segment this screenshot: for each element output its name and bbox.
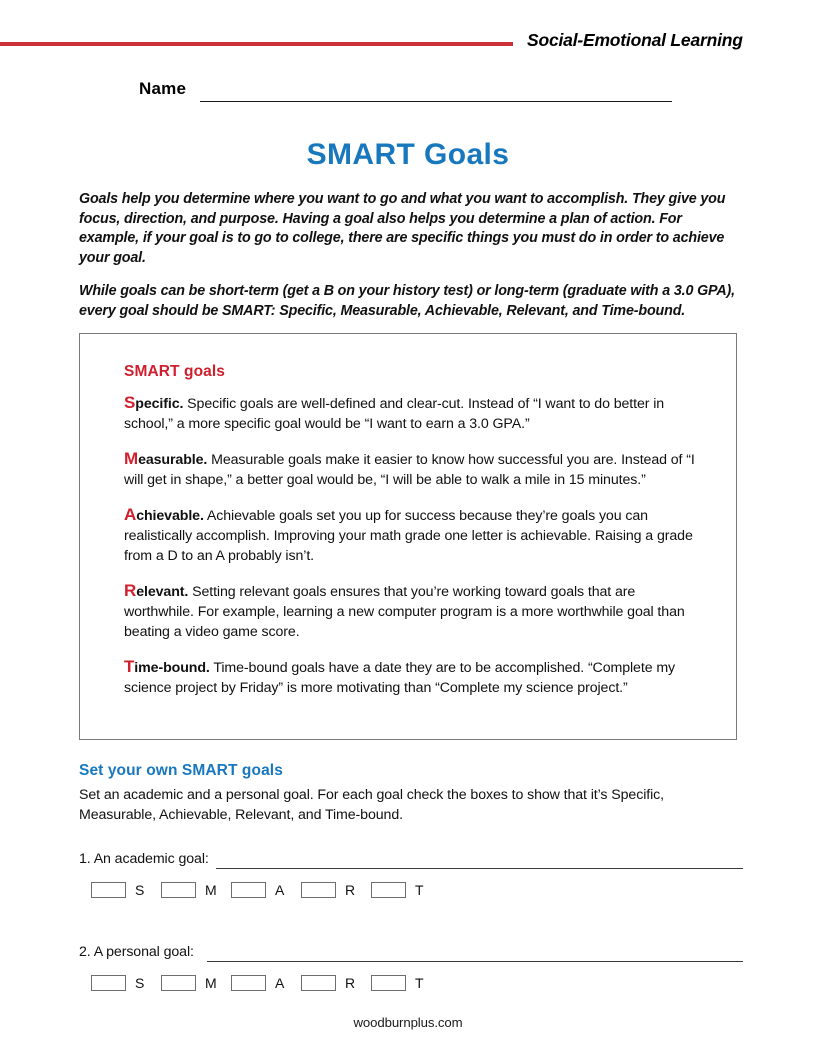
name-input-line[interactable] [200,101,672,102]
page-header [0,30,816,60]
goal-2-checkbox-group-a [231,974,301,992]
goal-1-checkbox-m[interactable] [161,882,196,898]
set-own-goals-heading: Set your own SMART goals [79,762,283,779]
name-field [139,79,699,105]
smart-term-specific: pecific. [135,396,184,412]
goal-1-line [79,851,743,873]
smart-box-heading: SMART goals [124,363,225,380]
goal-1-checkbox-label-a: A [275,881,285,898]
goal-2-checkbox-label-a: A [275,974,285,991]
name-label: Name [139,79,187,98]
smart-item-specific [124,393,708,434]
goal-1-checkbox-group-a [231,881,301,899]
goal-1-checkbox-group-s [91,881,161,899]
goal-1-checkbox-label-r: R [345,881,356,898]
smart-definitions-content [124,363,708,698]
goal-1-checkbox-t[interactable] [371,882,406,898]
intro-paragraph-1: Goals help you determine where you want to go and what you want to accomplish. They give you focus, direction, and purpose. Having a goal also helps you determine a plan of action. For example, if your goal is to go to college, there are specific things you must do in order to achieve your goal. [79,191,726,266]
smart-body-relevant: Setting relevant goals ensures that you’re working toward goals that are worthwhile. For example, learning a new computer program is a more worthwhile goal than beating a video game score. [124,584,685,640]
goal-entry-1 [79,851,743,903]
goal-2-checkbox-group-s [91,974,161,992]
smart-cap-letter-m: M [124,449,139,468]
goal-2-label: 2. A personal goal: [79,944,194,960]
goal-2-checkbox-label-s: S [135,974,145,991]
smart-item-relevant [124,581,708,642]
goal-2-checkbox-label-t: T [415,974,424,991]
header-red-rule [0,42,513,46]
smart-item-achievable [124,505,708,566]
goal-1-checkbox-label-s: S [135,881,145,898]
goal-2-checkbox-row [79,974,743,996]
goal-1-checkbox-a[interactable] [231,882,266,898]
goal-1-checkbox-label-t: T [415,881,424,898]
smart-body-achievable: Achievable goals set you up for success because they’re goals you can realistically accomplish. Improving your math grade one letter is achievable. Raising a grade from a D to an A probably isn’t. [124,508,693,564]
goal-2-checkbox-label-m: M [205,974,217,991]
goal-2-checkbox-s[interactable] [91,975,126,991]
smart-body-specific: Specific goals are well-defined and clear-cut. Instead of “I want to do better in school,” a more specific goal would be “I want to earn a 3.0 GPA.” [124,396,665,432]
smart-cap-letter-r: R [124,581,137,600]
goal-1-input-line[interactable] [216,868,743,869]
smart-term-achievable: chievable. [136,508,204,524]
goal-2-input-line[interactable] [207,961,743,962]
smart-term-relevant: elevant. [136,584,189,600]
smart-item-timebound [124,657,708,698]
goal-2-line [79,944,743,966]
smart-cap-letter-a: A [124,505,137,524]
page-title: SMART Goals [306,138,510,171]
goal-2-checkbox-t[interactable] [371,975,406,991]
goal-1-label: 1. An academic goal: [79,851,209,867]
goal-2-checkbox-group-r [301,974,371,992]
goal-2-checkbox-label-r: R [345,974,356,991]
goal-2-checkbox-r[interactable] [301,975,336,991]
goal-1-checkbox-row [79,881,743,903]
goal-1-checkbox-label-m: M [205,881,217,898]
goal-2-checkbox-a[interactable] [231,975,266,991]
goal-2-checkbox-m[interactable] [161,975,196,991]
goal-1-checkbox-group-m [161,881,231,899]
smart-term-timebound: ime-bound. [134,660,210,676]
set-own-goals-section [79,762,743,825]
set-own-goals-instructions: Set an academic and a personal goal. For each goal check the boxes to show that it’s Specific, Measurable, Achievable, Relevant, and Time-bound. [79,787,664,823]
smart-cap-letter-t: T [124,657,135,676]
smart-term-measurable: easurable. [138,452,208,468]
goal-2-checkbox-group-m [161,974,231,992]
intro-section [79,190,743,335]
smart-body-measurable: Measurable goals make it easier to know how successful you are. Instead of “I will get in shape,” a better goal would be, “I will be able to walk a mile in 15 minutes.” [124,452,695,488]
intro-paragraph-2: While goals can be short-term (get a B on your history test) or long-term (graduate with a 3.0 GPA), every goal should be SMART: Specific, Measurable, Achievable, Relevant, and Time-bound. [79,283,735,319]
footer-attribution: woodburnplus.com [353,1015,463,1030]
smart-definitions-box [79,333,737,740]
goal-2-checkbox-group-t [371,974,441,992]
smart-item-measurable [124,449,708,490]
goal-1-checkbox-r[interactable] [301,882,336,898]
goal-1-checkbox-group-t [371,881,441,899]
goal-1-checkbox-s[interactable] [91,882,126,898]
smart-cap-letter-s: S [124,393,136,412]
smart-body-timebound: Time-bound goals have a date they are to be accomplished. “Complete my science project by Friday” is more motivating than “Complete my science project.” [124,660,676,696]
subject-label: Social-Emotional Learning [527,30,743,50]
goal-entry-2 [79,944,743,996]
goal-1-checkbox-group-r [301,881,371,899]
